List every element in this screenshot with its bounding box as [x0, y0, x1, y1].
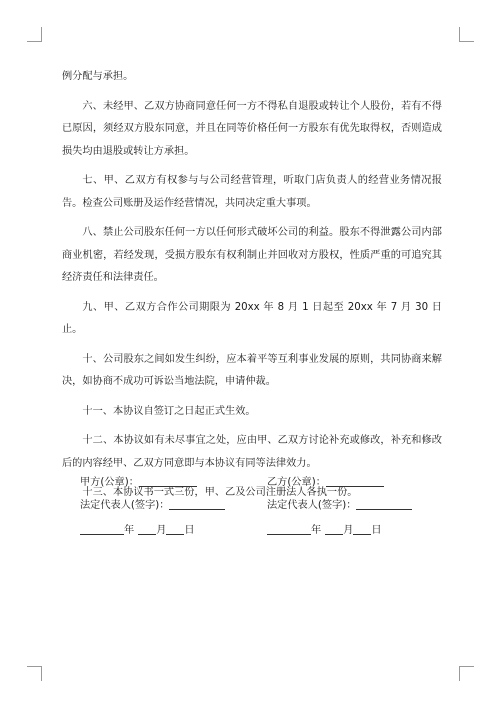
party-a-day-line	[166, 522, 184, 535]
party-b-seal-label: 乙方(公章)：	[267, 477, 326, 488]
party-b-day-line	[353, 522, 371, 535]
clause-7: 七、甲、乙双方有权参与与公司经营管理，听取门店负责人的经营业务情况报告。检查公司账册及运作经营情况，共同决定重大事项。	[62, 175, 442, 209]
party-b-day-label: 日	[371, 525, 382, 536]
party-a-seal-label: 甲方(公章)：	[80, 477, 139, 488]
crop-mark-bottom-left	[27, 666, 42, 681]
clause-12: 十二、本协议如有未尽事宜之处，应由甲、乙双方讨论补充或修改，补充和修改后的内容经甲、乙双方同意即与本协议有同等法律效力。	[62, 435, 442, 469]
clause-13: 十三、本协议书一式三份，甲、乙及公司注册法人各执一份。	[82, 487, 358, 498]
party-a-seal-line	[139, 474, 197, 487]
party-b-year-line	[267, 522, 311, 535]
party-b-seal-line	[326, 474, 384, 487]
party-a-year-line	[80, 522, 124, 535]
party-b-month-line	[325, 522, 343, 535]
clause-8: 八、禁止公司股东任何一方以任何形式破坏公司的利益。股东不得泄露公司内部商业机密，若经发现，受损方股东有权利制止并回收对方股权，性质严重的可追究其经济责任和法律责任。	[62, 227, 442, 283]
document-body	[62, 66, 442, 512]
crop-mark-top-right	[459, 27, 474, 42]
party-a-rep-line	[169, 497, 225, 510]
crop-mark-bottom-right	[459, 666, 474, 681]
party-b-month-label: 月	[343, 525, 354, 536]
party-a-year-label: 年	[124, 525, 135, 536]
clause-11: 十一、本协议自签订之日起正式生效。	[82, 405, 256, 417]
party-a-day-label: 日	[184, 525, 195, 536]
party-a-rep-label: 法定代表人(签字)：	[80, 500, 170, 511]
clause-10: 十、公司股东之间如发生纠纷，应本着平等互利事业发展的原则，共同协商来解决，如协商不成功可诉讼当地法院，申请仲裁。	[62, 353, 442, 387]
clause-6: 六、未经甲、乙双方协商同意任何一方不得私自退股或转让个人股份，若有不得已原因，须经双方股东同意，并且在同等价格任何一方股东有优先取得权，否则造成损失均由退股或转让方承担。	[62, 100, 442, 157]
party-a-month-label: 月	[156, 525, 167, 536]
party-b-rep-label: 法定代表人(签字)：	[267, 500, 357, 511]
party-b-rep-line	[356, 497, 412, 510]
paragraph-continuation: 例分配与承担。	[62, 71, 134, 82]
party-a-month-line	[138, 522, 156, 535]
party-b-year-label: 年	[311, 525, 322, 536]
clause-9: 九、甲、乙双方合作公司期限为 20xx 年 8 月 1 日起至 20xx 年 7 月 30 日止。	[62, 301, 442, 335]
crop-mark-top-left	[27, 27, 42, 42]
